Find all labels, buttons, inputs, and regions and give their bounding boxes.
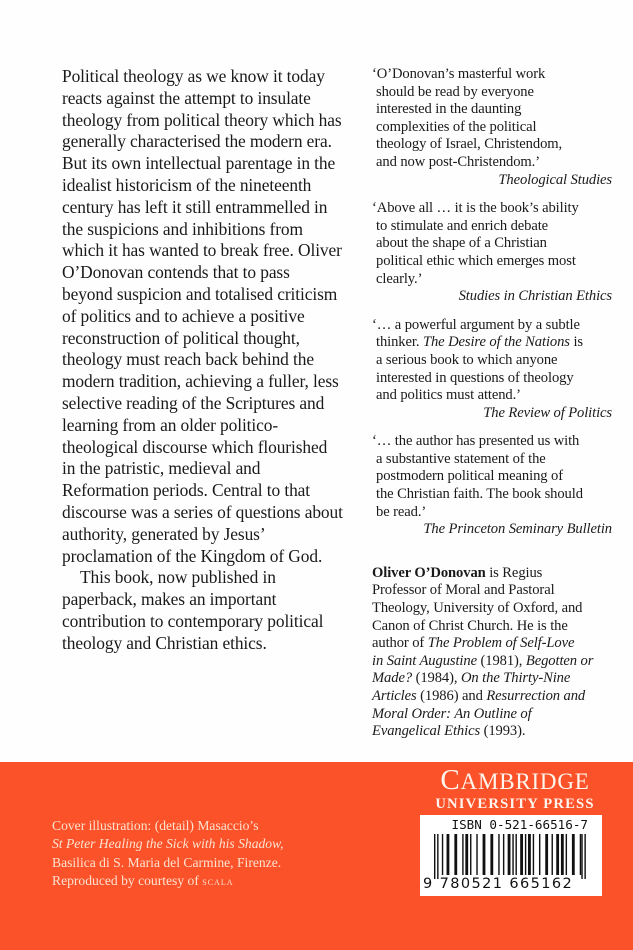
blurb-paragraph-2 [62,567,362,654]
bio-line [372,565,612,583]
book-title: Begotten or [525,652,594,669]
credit-text: Reproduced by courtesy of [52,873,203,889]
bio-text: is Regius [485,564,543,581]
bio-text: (1981), [476,652,526,669]
blurb-line: theology from political theory which has [62,109,342,130]
credit-line [52,872,284,890]
isbn-label: ISBN 0-521-66516-7 [451,817,588,832]
barcode-bar [498,834,499,875]
barcode-bar [552,834,553,875]
publisher-initial: C [440,764,461,796]
review-source: The Princeton Seminary Bulletin [423,521,612,538]
barcode-bar [584,834,585,879]
barcode-bar [566,834,567,875]
book-title: The Desire of the Nations [422,334,570,351]
review-princeton-seminary-bulletin [372,433,612,539]
barcode-bar [525,834,526,875]
blurb-line: But its own intellectual parentage in the [62,153,336,174]
blurb-line: theological discourse which flourished [62,436,328,457]
blurb-line: reconstruction of political thought, [62,327,300,348]
blurb-line: beyond suspicion and totalised criticism [62,283,338,304]
review-line: ‘O’Donovan’s masterful work [372,66,546,82]
blurb-line: theology and Christian ethics. [62,632,267,653]
bio-line: Moral Order: An Outline of [372,705,532,722]
review-studies-in-christian-ethics [372,200,612,306]
barcode-bar [515,834,516,875]
barcode-bar [556,834,559,875]
barcode-bar [462,834,463,875]
blurb-line: Reformation periods. Central to that [62,480,311,501]
review-text: thinker. [376,334,423,351]
review-line: a serious book to which anyone [376,351,558,368]
publisher-name-rest: AMBRIDGE [460,769,590,794]
blurb-line: authority, generated by Jesus’ [62,523,266,544]
blurb-line: paperback, makes an important [62,589,277,610]
review-review-of-politics [372,317,612,423]
blurb-line: contribution to contemporary political [62,610,324,631]
barcode-bar [533,834,534,875]
bio-line [372,653,612,671]
review-source: Studies in Christian Ethics [458,288,612,305]
bio-line [372,688,612,706]
book-title: The Problem of Self-Love [427,635,575,652]
review-line: the Christian faith. The book should [376,486,583,503]
blurb-line: learning from an older politico- [62,414,279,435]
bio-text: (1993). [480,723,526,740]
barcode-bar [434,834,435,879]
barcode-bar [512,834,513,875]
bio-line [372,635,612,653]
barcode-bar [454,834,457,875]
barcode-bar [561,834,564,875]
barcode-bar [503,834,504,875]
review-line: should be read by everyone [376,83,534,100]
barcode-bar [572,834,575,875]
review-line: clearly.’ [376,270,423,287]
blurb-line: selective reading of the Scriptures and [62,392,325,413]
review-line: and now post-Christendom.’ [376,153,540,170]
bio-text: (1984), [412,670,461,687]
bio-line [372,723,612,741]
blurb-line: Political theology as we know it today [62,66,325,86]
blurb-line: of politics and to achieve a positive [62,305,305,326]
book-title: Resurrection and [486,688,586,704]
barcode-bar [442,834,443,875]
review-line: postmodern political meaning of [376,468,563,485]
review-line: ‘… a powerful argument by a subtle [372,316,580,333]
blurb-line: proclamation of the Kingdom of God. [62,545,323,566]
barcode-bar [545,834,548,875]
barcode-bar [470,834,471,875]
publisher-name [420,764,610,796]
barcode-bar [447,834,450,875]
review-source: Theological Studies [498,171,612,188]
bio-text: author of [372,635,428,652]
author-name: Oliver O’Donovan [372,564,486,581]
barcode-bar [465,834,468,875]
blurb-line: reacts against the attempt to insulate [62,87,311,108]
review-line [372,334,612,352]
review-line: and politics must attend.’ [376,387,521,404]
review-line: to stimulate and enrich debate [376,217,549,234]
blurb-line: century has left it still entrammelled in [62,196,328,217]
barcode-bar [483,834,486,875]
bio-line: Theology, University of Oxford, and [372,600,583,617]
bio-line: Professor of Moral and Pastoral [372,582,555,599]
bio-text: (1986) and [416,688,487,704]
credit-line: Cover illustration: (detail) Masaccio’s [52,818,259,833]
ean-number: 9 780521 665162 [423,876,574,892]
painting-title: St Peter Healing the Sick with his Shadow, [52,836,284,852]
blurb-line: which it has wanted to break free. Oliver [62,240,342,261]
blurb-line: generally characterised the modern era. [62,131,332,152]
barcode-bar [580,834,581,875]
publisher-logo [420,764,610,812]
blurb-line: idealist historicism of the nineteenth [62,174,312,195]
review-line: be read.’ [376,503,427,520]
book-title: in Saint Augustine [372,652,477,669]
publisher-subtitle: UNIVERSITY PRESS [435,796,595,812]
review-line: ‘Above all … it is the book’s ability [372,200,579,217]
blurb-line: theology must reach back behind the [62,349,314,370]
review-source: The Review of Politics [483,404,612,421]
book-blurb [62,66,362,655]
barcode-bar [437,834,438,879]
scala-credit: scala [202,874,234,889]
barcode-bar [539,834,540,875]
barcode-bar [508,834,511,875]
blurb-line: O’Donovan contends that to pass [62,262,290,283]
review-line: complexities of the political [376,118,537,135]
review-theological-studies [372,66,612,189]
book-title: Made? [372,670,413,687]
bio-line: Canon of Christ Church. He is the [372,617,568,634]
review-line: theology of Israel, Christendom, [376,136,563,153]
bio-line [372,670,612,688]
credit-line: Basilica di S. Maria del Carmine, Firenze. [52,854,282,870]
review-line: interested in the daunting [376,101,522,118]
barcode-bar [520,834,523,875]
book-title: Articles [372,688,417,704]
barcode [420,815,602,896]
review-text: is [569,334,583,351]
review-line: interested in questions of theology [376,369,574,386]
blurb-line: discourse was a series of questions about [62,501,343,522]
book-title: Evangelical Ethics [372,723,481,740]
cover-credit [52,817,284,891]
blurb-paragraph-1 [62,66,362,567]
barcode-bar [490,834,493,875]
blurb-line: in the patristic, medieval and [62,458,261,479]
blurb-line: This book, now published in [80,567,276,588]
barcode-bars-icon [434,834,586,879]
blurb-line: the suspicions and inhibitions from [62,218,303,239]
review-line: about the shape of a Christian [376,235,547,252]
barcode-bar [476,834,477,875]
blurb-line: modern tradition, achieving a fuller, less [62,371,339,392]
review-line: political ethic which emerges most [376,252,576,269]
reviews-column [372,66,612,741]
author-bio [372,565,612,741]
barcode-bar [581,834,582,879]
review-line: a substantive statement of the [376,450,546,467]
barcode-bar [528,834,531,875]
review-line: ‘… the author has presented us with [372,433,580,450]
book-title: On the Thirty-Nine [460,670,571,687]
